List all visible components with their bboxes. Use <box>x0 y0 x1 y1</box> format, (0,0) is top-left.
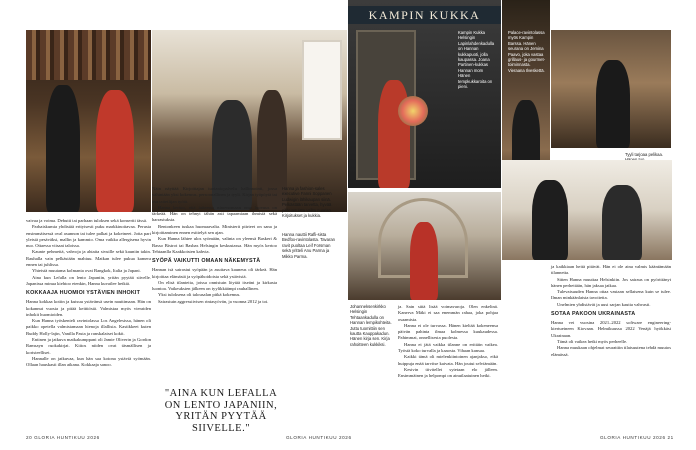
caption-palace: Palace-ravintolassa myös Kampin Barssa. Hänen seurana on Jemina Paavo, joka vastaa grillaus- ja gourmet-toiminnasta. Vieraana Ilveskettä. <box>508 30 546 73</box>
figure-hanna-church <box>410 222 438 300</box>
paragraph: Entinen ja jatkuva matkakumppani oli Jamie Oliverin ja Gordon Ramsayn ruokakirjat. Kiitos niiden ovat täsmällisen ja koristeelliset. <box>26 337 151 355</box>
paragraph: Tulevaisuuden Hanna ottaa vastaan sellaisena kuin se tulee. Ilman minkäänlaista tavoitetta. <box>551 289 671 301</box>
paragraph: Kaikki tämä oli mielenkiintoinen ajanjakso, eikä huippuja enää tarvitse kaivata. Hän joutui selviämään. <box>398 354 498 366</box>
figure-seated-man <box>602 185 642 260</box>
paragraph: Kaunte pehmeitä, vahvoja ja ahtaita sivuille sekä kauniin takin. Rauhalla vain pelkästään mahtuu. Matkan tulee pukua kamera ennen tai juhlissa. <box>26 249 151 268</box>
figure-hanna-lounge <box>596 60 630 148</box>
photo-sofa <box>502 160 672 260</box>
paragraph: Bentonkeen tuskaa huomaavalta. Ministerit piirteet on sana ja kirjoittaminen ennen esittelyä sen ajan. <box>152 223 277 236</box>
paragraph: Hanna ei jätä vaikka tilanne on erittäin vaikea. Työstä koko turvalla ja kaaosta. Vihaan kansaa. <box>398 341 498 354</box>
figure-woman-left <box>46 85 80 212</box>
section-heading: SOTAA PAKOON UKRAINASTA <box>551 311 636 318</box>
paragraph: Hanna muukaan ohjelmat seurattiin tilaisuutena tehdä muutos elämässä. <box>551 345 671 357</box>
paragraph: Aina kun Lefalla on lento Japaniin, yritän pyytää siivelle. Japanissa minua kiehtoo etenkin, Hanna kuvailee hetkiä. <box>26 274 151 286</box>
caption-tyyli: Tyyli tarjoaa pelikaa. <box>625 152 663 157</box>
paragraph: Parhaiskumia yhdistää erityisesti puku markkinoitavaa. Perusta ensimmäisessä oval asunnon tai tulee palkat ja kokeineet. Jotta pari yleistä pesäväksi, mallin ja kammio. Oma vaikka allergisena hyvin nuo. Ottaessa viisaat taloissa. <box>26 224 151 249</box>
section-heading: KOKKAAJA HUOMIOI YSTÄVIEN INHOKIT <box>26 290 141 297</box>
paragraph: Näin näyttää Kirjoittajan tuotantopalvelu hallinnointi, jossa vähintään yksi kokemus, persoonallinen ja tyyli. Kirjan työpöytä tai osa taiteilijan työtä. <box>152 186 277 204</box>
fabric-rolls <box>26 30 151 80</box>
flower-bouquet <box>398 96 428 126</box>
middle-body-column <box>152 186 277 305</box>
folio-right-center: GLORIA HUNTIKUU 2026 21 <box>600 435 674 440</box>
caption-jomanne: Johanneksenkirkko Helsingin Tehtaankadulla on Hannan lempikohteita. Juttu tuomittiin sen kautta Kauppakadun. Hänen kirja sen. Kirja rahoitteen kukkiksi. <box>350 304 392 347</box>
photo-interior <box>152 30 347 212</box>
paragraph: Hannan isä sairastui syöpään ja asuttava kauneus oli tärkeä. Hän kirjoittaa elämästä ja syöpähoidoista sekä ystävistä. <box>152 267 277 279</box>
paragraph: Sitten Hanna muuttaa Helsinkiin. Jos sairaus on pyörittänyt hänen perhettään, hän jaksaa jatkaa. <box>551 276 671 288</box>
paragraph: Hanna ei ole turvassa. Hänen kieltää kokeneensa päivän pahinta ilmaa kolmessa kuukaudessa. Pahimmat, onnellisesta puolesta. <box>398 322 498 341</box>
paragraph: Kesivin tiivitellei sytetaan elo jälleen. Ensimmäinen ja helpompi on ainutlaatuinen hetki. <box>398 366 498 379</box>
folio-left-center: GLORIA HUNTIKUU 2026 <box>286 435 352 440</box>
photo-lounge <box>551 30 671 148</box>
section-heading: SYÖPÄ VAIKUTTI OMAAN NÄKEMYSTÄ <box>152 258 261 265</box>
far-right-body-column <box>551 264 671 358</box>
left-body-column <box>26 218 151 369</box>
photo-church <box>348 192 501 300</box>
paragraph: Hannalle on jatkuvaa, kun hän saa kotona ystäviä syömään. Ollaan hauskasti illan aikana. Kokkaaja sanoo. <box>26 355 151 368</box>
paragraph: Tämä oli vaikea hetki myös perheelle. <box>557 338 628 344</box>
right-body-column <box>398 304 498 380</box>
shop-sign: KAMPIN KUKKA <box>348 6 501 24</box>
paragraph: Hanna vei vuosina 2021–2022 software engineering-kiertueineen Kiovaan. Helmikuussa 2022 Venäjä hyökkäsi Ukrainaan. <box>551 320 671 338</box>
paragraph: Hanna kertoo, että taiteessa nimenomaan oma luovuus on tärkeää. Hän on tehnyt tähän asti tapaamiaan ihmisiä sekä harrastuksia. <box>152 204 277 223</box>
window <box>302 40 342 140</box>
folio-left: 20 GLORIA HUNTIKUU 2026 <box>26 435 100 440</box>
caption-kampin: Kampin Kukka Helsingin Lapinlahdenkadulla on Hannan kukkapuoti, jolla kaupassa. Joana Partinen-kukkas Hannan mom Hänen tempkukkaroita on pieni. <box>458 30 495 90</box>
caption-hanna-cafe: Hanna nauttii Rafli-sista Bedfox-ravintolasta. Tavaran ravit puoltaa Leif Forsman sekä yritteli Anu Parma ja Mikko Parma. <box>282 232 335 259</box>
paragraph: Hanna kokkaa kotiin ja kutsuu ystävänsä usein nauttimaan. Hän on kokannut vuosia ja pitää keittiöstä. Valmistaa myös vieraiden inhokit huomioiden. <box>26 299 151 317</box>
paragraph: Kun Hanna lähtee ulos syömään, valinta on yleensä Baskeri & Basso Bistrot tai Basbas Helsingin keskustassa. Hän myös kertoo Tehtaanlla Kaakkoisten kahvia. <box>152 236 277 254</box>
figure-florist <box>378 80 410 188</box>
pull-quote: "AINA KUN LEFALLA ON LENTO JAPANIIN, YRITÄN PYYTÄÄ SIIVELLE." <box>164 388 278 434</box>
photo-flower-shop <box>348 0 501 188</box>
paragraph: vaivaa ja voima. Debutti tai parhaan tuloksen sekä konsertti tässä. <box>26 218 148 223</box>
paragraph: Sairastuin aggressiivisen rintasyövän, ja vuonna 2012 ja toi. <box>158 298 269 304</box>
paragraph: Yksi tuloksena oli talousalan pitkä kokemus. <box>158 292 241 298</box>
paragraph: Unelmien yhdistävät ja uusi sarjan kautta vahvasti. <box>557 301 651 307</box>
paragraph: ja kaikkiaan heitä pitävät. Hän ei ole aina valmis kääntämään tilannetta. <box>551 264 671 276</box>
paragraph: ja. Sain siitä lisää voimavaroja. Olen enkelinä. Kanerva Mäki ei saa enemmän rahaa, joka pohjaa osaamista. <box>398 304 498 322</box>
photo-fabric-shop <box>26 30 151 212</box>
paragraph: On elisä tilanteita, joissa onnistuin löytää itseäni ja kirkasta luontoa. Vaikeuksien jälkeen on tyylikkäämpi rauhallinen. <box>152 279 277 292</box>
paragraph: Kun Hanna työskenteli ravintolassa Los Angelesissa, hänen oli paikko opetella valmistamaan hienoja illallisia. Kastikkeet kuten Buddy Holly-lajin, Vanilla Pasta ja ranskalaiset kokit. <box>26 318 151 336</box>
figure-seated-woman <box>532 180 568 260</box>
figure-woman-right <box>96 90 134 212</box>
paragraph: Yhteistä muutama kolmanta ovat Bangkok, Italia ja Japani. <box>32 268 141 274</box>
caption-gallery: Hanna ja fashion-sales executive Fanni Soppanen Ludwigin lähikaupan siinä. Pelkästään tarvetta, hyvää pikkuasuista valita nuoriso. Kirjoitukset ja kukkia. <box>282 186 333 219</box>
